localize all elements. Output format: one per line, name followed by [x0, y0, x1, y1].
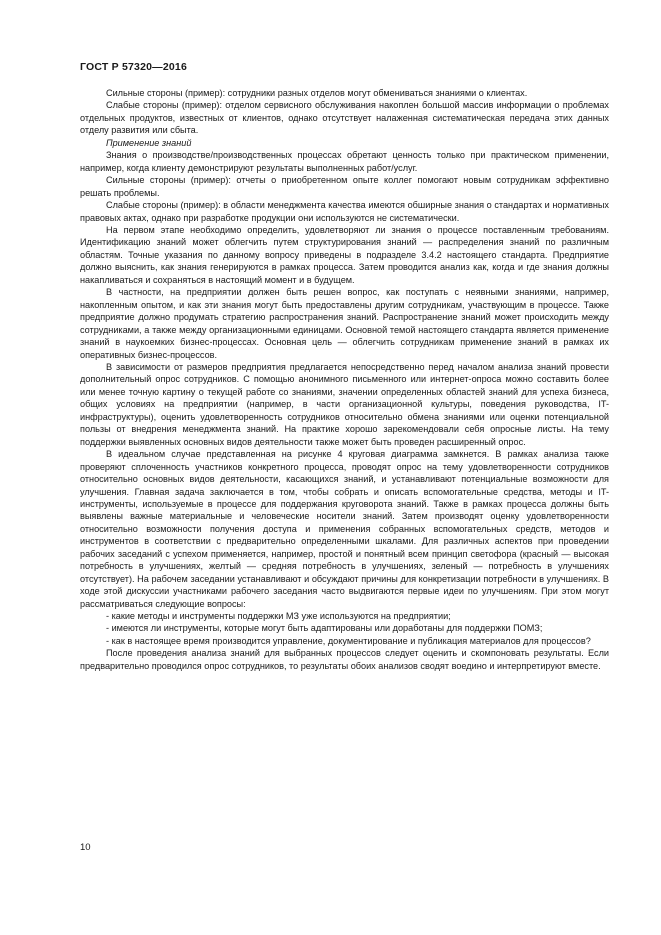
document-header: ГОСТ Р 57320—2016	[80, 61, 188, 73]
paragraph: В частности, на предприятии должен быть решен вопрос, как поступать с неявными знаниями, например, накопленным опытом, и как эти знания могут быть предоставлены другим сотрудникам, участвующим в процессе. Также предприятие должно продумать стратегию распространения знаний. Распространение знаний может происходить между сотрудниками, а также между организационными единицами. Основной темой настоящего стандарта является применение знаний в наукоемких бизнес-процессах. Основная цель — облегчить сотрудникам применение знаний в рамках их оперативных бизнес-процессов.	[80, 287, 609, 360]
paragraph: В зависимости от размеров предприятия предлагается непосредственно перед началом анализа знаний провести дополнительный опрос сотрудников. С помощью анонимного письменного или интернет-опроса можно составить более или менее точную картину о текущей работе со знаниями, значении определенных областей знаний для успеха бизнеса, общих условиях на предприятии (например, в части организационной культуры, поведения руководства, IT-инфраструктуры), оценить удовлетворенность сотрудников относительно обмена знаниями или оценки потенциальной пользы от внедрения менеджмента знаний. На практике хорошо зарекомендовали себя опросные листы. На тему поддержки выявленных основных видов деятельности также может быть проведен расширенный опрос.	[80, 361, 609, 447]
list-item: - как в настоящее время производится управление, документирование и публикация материалов для процессов?	[106, 635, 591, 646]
paragraph: На первом этапе необходимо определить, удовлетворяют ли знания о процессе поставленным требованиям. Идентификацию знаний может облегчить путем структурирования знаний — распределения знаний по различным областям. Точные указания по данному вопросу приведены в подразделе 3.4.2 настоящего стандарта. Предприятие должно выяснить, как знания генерируются в рамках процесса. Затем проводится анализ как, когда и где знания должны накапливаться и сохраняться в настоящий момент и в будущем.	[80, 224, 609, 285]
body-text	[80, 87, 609, 672]
list-item: - какие методы и инструменты поддержки МЗ уже используются на предприятии;	[106, 611, 451, 622]
paragraph: В идеальном случае представленная на рисунке 4 круговая диаграмма замкнется. В рамках анализа также проверяют сплоченность участников конкретного процесса, проводят опрос на тему удовлетворенности сотрудников относительно основных видов деятельности, касающихся знаний, и устанавливают потенциальные возможности для улучшения. Главная задача заключается в том, чтобы собрать и описать вспомогательные средства, методы и IT-инструменты, используемые в процессе для поддержания круговорота знаний. Также в рамках процесса должны быть выявлены важные материальные и человеческие носители знаний. Затем производят оценку удовлетворенности относительно возможности получения доступа и применения собранных вспомогательных средств, методов и инструментов в соответствии с предварительно определенными шкалами. Для различных аспектов при проведении рабочих заседаний с успехом применяется, например, простой и понятный всем принцип светофора (красный — высокая потребность в улучшениях, желтый — средняя потребность в улучшениях, зеленый — потребность в улучшениях отсутствует). На рабочем заседании устанавливают и обсуждают причины для конкретизации потребности в улучшениях. В ходе этой дискуссии участниками рабочего заседания часто выдвигаются первые идеи по улучшениям. При этом могут рассматриваться следующие вопросы:	[80, 449, 609, 609]
page-number: 10	[80, 842, 91, 853]
list-item: - имеются ли инструменты, которые могут быть адаптированы или доработаны для поддержки ПОМЗ;	[106, 623, 543, 634]
subheading: Применение знаний	[106, 137, 192, 148]
paragraph: После проведения анализа знаний для выбранных процессов следует оценить и скомпоновать результаты. Если предварительно проводился опрос сотрудников, то результаты обоих анализов сводят воедино и интерпретируют вместе.	[80, 648, 609, 671]
paragraph: Сильные стороны (пример): отчеты о приобретенном опыте коллег помогают новым сотрудникам эффективно решать проблемы.	[80, 175, 609, 198]
paragraph: Слабые стороны (пример): в области менеджмента качества имеются обширные знания о стандартах и нормативных правовых актах, однако при разработке продукции они используются не систематически.	[80, 200, 609, 223]
paragraph: Сильные стороны (пример): сотрудники разных отделов могут обмениваться знаниями о клиентах.	[106, 88, 528, 98]
paragraph: Слабые стороны (пример): отделом сервисного обслуживания накоплен большой массив информации о проблемах отдельных продуктов, известных от клиентов, однако отсутствует налаженная систематическая передача этих данных отделу развития или сбыта.	[80, 100, 609, 136]
paragraph: Знания о производстве/производственных процессах обретают ценность только при практическом применении, например, когда клиенту демонстрируют результаты выполненных работ/услуг.	[80, 150, 609, 173]
